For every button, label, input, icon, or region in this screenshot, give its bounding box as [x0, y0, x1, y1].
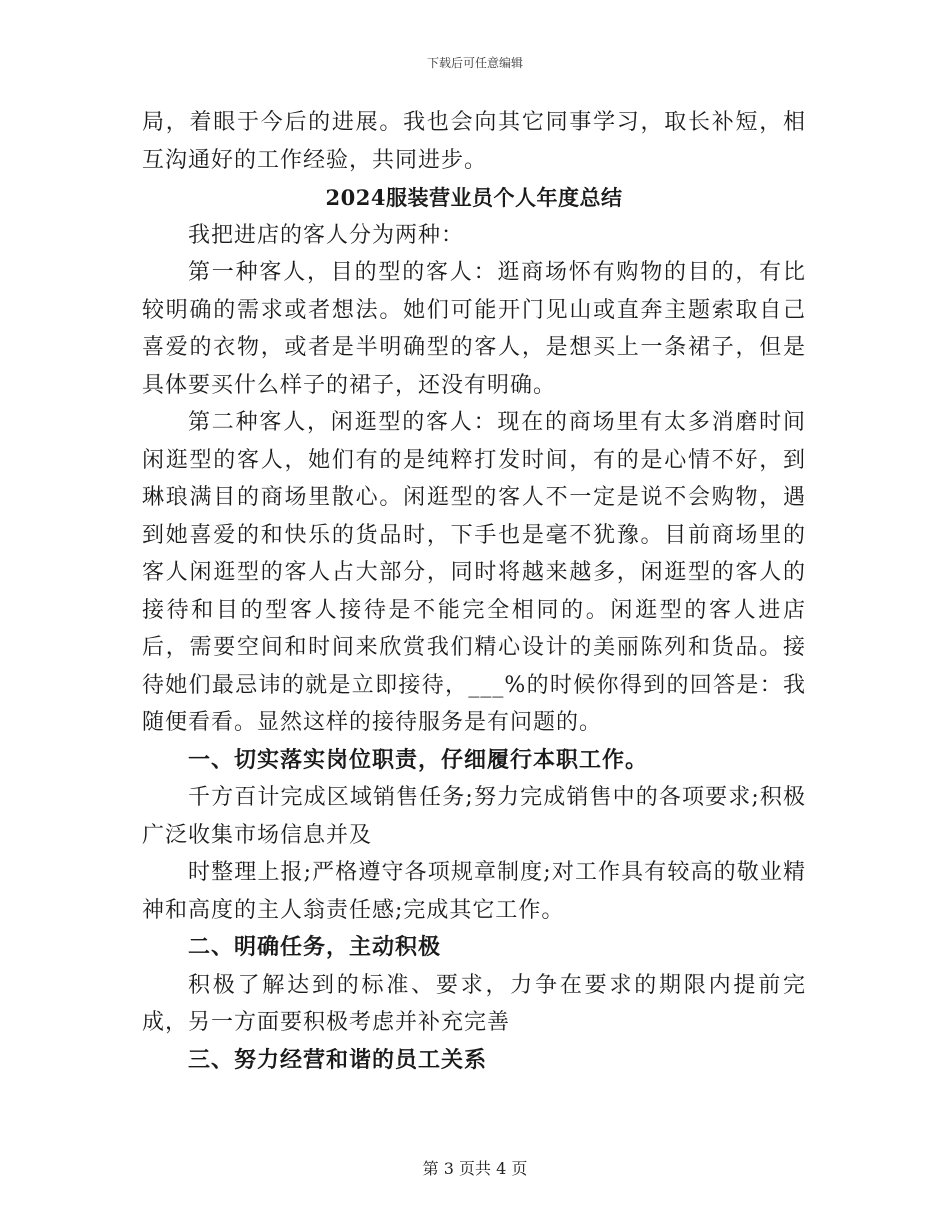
paragraph-duties: 千方百计完成区域销售任务;努力完成销售中的各项要求;积极广泛收集市场信息并及 — [142, 785, 806, 848]
paragraph-second-customer: 第二种客人，闲逛型的客人：现在的商场里有太多消磨时间闲逛型的客人，她们有的是纯粹打发时间，有的是心情不好，到琳琅满目的商场里散心。闲逛型的客人不一定是说不会购物，遇到她喜爱的和快乐的货品时，下手也是毫不犹豫。目前商场里的客人闲逛型的客人占大部分，同时将越来越多，闲逛型的客人的接待和目的型客人接待是不能完全相同的。闲逛型的客人进店后，需要空间和时间来欣赏我们精心设计的美丽陈列和货品。接待她们最忌讳的就是立即接待，___%的时候你得到的回答是：我随便看看。显然这样的接待服务是有问题的。 — [142, 410, 806, 735]
paragraph-tasks: 积极了解达到的标准、要求，力争在要求的期限内提前完成，另一方面要积极考虑并补充完善 — [142, 972, 806, 1035]
page-footer: 第 3 页共 4 页 — [422, 1159, 528, 1178]
document-title: 2024服装营业员个人年度总结 — [325, 185, 623, 210]
paragraph-first-customer: 第一种客人，目的型的客人：逛商场怀有购物的目的，有比较明确的需求或者想法。她们可能开门见山或直奔主题索取自己喜爱的衣物，或者是半明确型的客人，是想买上一条裙子，但是具体要买什么样子的裙子，还没有明确。 — [142, 260, 806, 398]
paragraph-duties-continued: 时整理上报;严格遵守各项规章制度;对工作具有较高的敬业精神和高度的主人翁责任感;完成其它工作。 — [142, 860, 806, 923]
section-heading-3: 三、努力经营和谐的员工关系 — [188, 1046, 488, 1073]
document-body — [142, 104, 806, 1079]
paragraph-intro: 我把进店的客人分为两种： — [188, 222, 465, 248]
paragraph-continued: 局，着眼于今后的进展。我也会向其它同事学习，取长补短，相互沟通好的工作经验，共同进步。 — [142, 110, 806, 173]
page-header: 下载后可任意编辑 — [426, 56, 523, 70]
section-heading-2: 二、明确任务，主动积极 — [188, 934, 442, 960]
section-heading-1: 一、切实落实岗位职责，仔细履行本职工作。 — [188, 746, 649, 773]
